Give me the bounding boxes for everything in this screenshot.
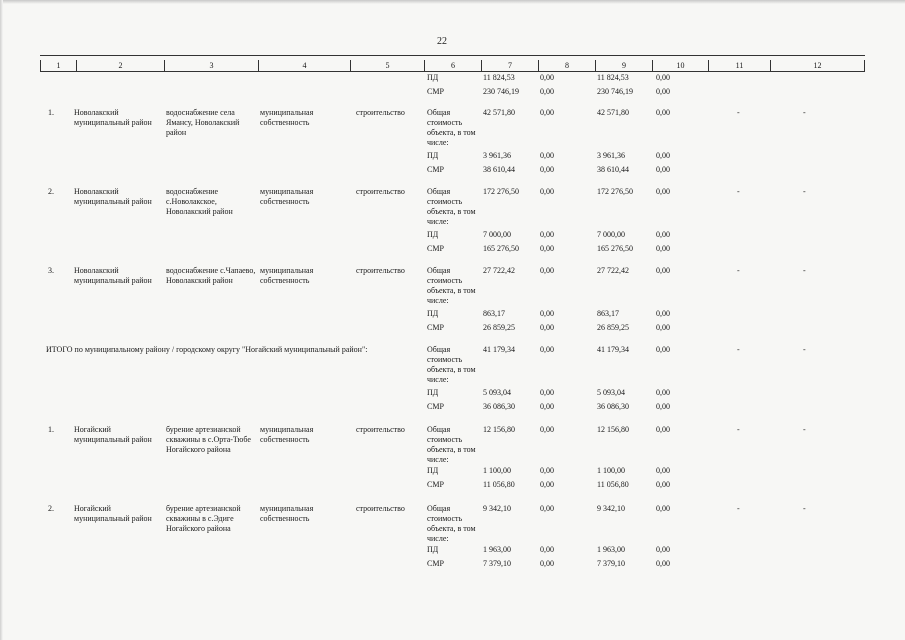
total-value: 27 722,42 <box>597 266 629 275</box>
header-col-6: 6 <box>424 60 481 71</box>
row-number: 3. <box>48 266 54 275</box>
smr-value: 26 859,25 <box>597 323 629 332</box>
total-value: 0,00 <box>656 345 670 354</box>
smr-value: 0,00 <box>540 559 554 568</box>
district: Ногайский муниципальный район <box>74 425 152 444</box>
total-value: 0,00 <box>540 108 554 117</box>
pd-label: ПД <box>427 466 439 475</box>
total-value: 12 156,80 <box>483 425 515 434</box>
smr-value: 165 276,50 <box>483 244 519 253</box>
cell-value: 0,00 <box>656 73 670 82</box>
cell-value: 230 746,19 <box>597 87 633 96</box>
smr-value: 7 379,10 <box>597 559 625 568</box>
pd-value: 0,00 <box>540 388 554 397</box>
district: Новолакский муниципальный район <box>74 108 152 127</box>
smr-label: СМР <box>427 323 444 332</box>
dash-col-12: - <box>803 345 806 354</box>
district: Ногайский муниципальный район <box>74 504 152 523</box>
pd-label: ПД <box>427 151 439 160</box>
pd-value: 0,00 <box>540 151 554 160</box>
smr-value: 0,00 <box>656 323 670 332</box>
cell-value: 0,00 <box>656 87 670 96</box>
smr-value: 0,00 <box>656 559 670 568</box>
smr-label: СМР <box>427 559 444 568</box>
smr-value: 0,00 <box>656 402 670 411</box>
total-value: 12 156,80 <box>597 425 629 434</box>
dash-col-11: - <box>737 345 740 354</box>
total-value: 27 722,42 <box>483 266 515 275</box>
total-value: 0,00 <box>656 187 670 196</box>
cell-value: 11 824,53 <box>483 73 515 82</box>
smr-value: 0,00 <box>540 480 554 489</box>
work-type: строительство <box>356 187 405 196</box>
header-col-1: 1 <box>40 60 76 71</box>
dash-col-12: - <box>803 425 806 434</box>
scan-edge <box>0 0 3 640</box>
total-label: Общая стоимость объекта, в том числе: <box>427 345 476 384</box>
pd-value: 7 000,00 <box>597 230 625 239</box>
dash-col-11: - <box>737 108 740 117</box>
total-value: 0,00 <box>540 187 554 196</box>
dash-col-11: - <box>737 425 740 434</box>
total-value: 42 571,80 <box>597 108 629 117</box>
row-number: 2. <box>48 187 54 196</box>
smr-value: 0,00 <box>540 165 554 174</box>
smr-value: 26 859,25 <box>483 323 515 332</box>
dash-col-12: - <box>803 187 806 196</box>
total-value: 0,00 <box>540 504 554 513</box>
smr-value: 0,00 <box>540 244 554 253</box>
pd-value: 3 961,36 <box>597 151 625 160</box>
pd-value: 5 093,04 <box>597 388 625 397</box>
header-col-12: 12 <box>770 60 865 71</box>
header-col-9: 9 <box>595 60 652 71</box>
row-number: 2. <box>48 504 54 513</box>
row-number: 1. <box>48 425 54 434</box>
smr-label: СМР <box>427 480 444 489</box>
smr-label: СМР <box>427 165 444 174</box>
dash-col-11: - <box>737 266 740 275</box>
header-col-11: 11 <box>708 60 770 71</box>
smr-value: 0,00 <box>540 323 554 332</box>
pd-value: 1 963,00 <box>483 545 511 554</box>
ownership: муниципальная собственность <box>260 187 314 206</box>
pd-value: 0,00 <box>656 230 670 239</box>
dash-col-11: - <box>737 504 740 513</box>
header-bottom-rule <box>40 71 865 72</box>
total-value: 41 179,34 <box>597 345 629 354</box>
work-type: строительство <box>356 425 405 434</box>
pd-value: 0,00 <box>656 466 670 475</box>
table-top-rule <box>40 55 865 56</box>
header-col-5: 5 <box>350 60 424 71</box>
total-label: Общая стоимость объекта, в том числе: <box>427 108 476 147</box>
ownership: муниципальная собственность <box>260 108 314 127</box>
ownership: муниципальная собственность <box>260 504 314 523</box>
header-col-7: 7 <box>481 60 538 71</box>
pd-value: 0,00 <box>540 545 554 554</box>
total-value: 0,00 <box>656 108 670 117</box>
total-value: 0,00 <box>656 504 670 513</box>
pd-value: 0,00 <box>656 388 670 397</box>
smr-value: 0,00 <box>540 402 554 411</box>
total-value: 0,00 <box>656 266 670 275</box>
cell-label: СМР <box>427 87 444 96</box>
total-label: Общая стоимость объекта, в том числе: <box>427 425 476 464</box>
pd-value: 863,17 <box>483 309 505 318</box>
ownership: муниципальная собственность <box>260 425 314 444</box>
pd-value: 863,17 <box>597 309 619 318</box>
dash-col-12: - <box>803 266 806 275</box>
pd-label: ПД <box>427 388 439 397</box>
smr-value: 0,00 <box>656 244 670 253</box>
pd-value: 0,00 <box>656 545 670 554</box>
cell-label: ПД <box>427 73 439 82</box>
total-value: 0,00 <box>656 425 670 434</box>
work-type: строительство <box>356 108 405 117</box>
dash-col-12: - <box>803 504 806 513</box>
pd-value: 0,00 <box>540 309 554 318</box>
cell-value: 0,00 <box>540 87 554 96</box>
smr-value: 38 610,44 <box>483 165 515 174</box>
itogo-label: ИТОГО по муниципальному району / городскому округу "Ногайский муниципальный район": <box>46 345 368 354</box>
pd-value: 1 100,00 <box>483 466 511 475</box>
pd-value: 0,00 <box>540 230 554 239</box>
district: Новолакский муниципальный район <box>74 187 152 206</box>
cell-value: 230 746,19 <box>483 87 519 96</box>
smr-value: 11 056,80 <box>483 480 515 489</box>
total-value: 9 342,10 <box>483 504 511 513</box>
scan-edge <box>0 0 905 4</box>
pd-value: 1 963,00 <box>597 545 625 554</box>
total-value: 0,00 <box>540 266 554 275</box>
pd-value: 0,00 <box>656 309 670 318</box>
pd-value: 3 961,36 <box>483 151 511 160</box>
work-type: строительство <box>356 266 405 275</box>
pd-value: 0,00 <box>540 466 554 475</box>
cell-value: 11 824,53 <box>597 73 629 82</box>
object-name: бурение артезианской скважины в с.Орта-Тюбе Ногайского района <box>166 425 251 454</box>
row-number: 1. <box>48 108 54 117</box>
header-col-3: 3 <box>164 60 258 71</box>
object-name: бурение артезианской скважины в с.Эдиге Ногайского района <box>166 504 241 533</box>
pd-label: ПД <box>427 545 439 554</box>
page-number: 22 <box>437 36 447 47</box>
dash-col-12: - <box>803 108 806 117</box>
pd-label: ПД <box>427 309 439 318</box>
header-col-2: 2 <box>76 60 164 71</box>
object-name: водоснабжение с.Новолакское, Новолакский район <box>166 187 233 216</box>
smr-label: СМР <box>427 402 444 411</box>
total-label: Общая стоимость объекта, в том числе: <box>427 504 476 543</box>
work-type: строительство <box>356 504 405 513</box>
ownership: муниципальная собственность <box>260 266 314 285</box>
smr-value: 0,00 <box>656 165 670 174</box>
total-value: 9 342,10 <box>597 504 625 513</box>
total-value: 42 571,80 <box>483 108 515 117</box>
smr-value: 165 276,50 <box>597 244 633 253</box>
pd-value: 0,00 <box>656 151 670 160</box>
pd-value: 7 000,00 <box>483 230 511 239</box>
total-label: Общая стоимость объекта, в том числе: <box>427 187 476 226</box>
total-value: 41 179,34 <box>483 345 515 354</box>
total-value: 0,00 <box>540 345 554 354</box>
smr-value: 11 056,80 <box>597 480 629 489</box>
total-label: Общая стоимость объекта, в том числе: <box>427 266 476 305</box>
object-name: водоснабжение села Ямансу, Новолакский район <box>166 108 240 137</box>
pd-label: ПД <box>427 230 439 239</box>
smr-value: 38 610,44 <box>597 165 629 174</box>
cell-value: 0,00 <box>540 73 554 82</box>
smr-value: 36 086,30 <box>597 402 629 411</box>
smr-value: 7 379,10 <box>483 559 511 568</box>
dash-col-11: - <box>737 187 740 196</box>
header-col-4: 4 <box>258 60 350 71</box>
total-value: 172 276,50 <box>483 187 519 196</box>
smr-value: 0,00 <box>656 480 670 489</box>
total-value: 0,00 <box>540 425 554 434</box>
header-col-8: 8 <box>538 60 595 71</box>
pd-value: 1 100,00 <box>597 466 625 475</box>
header-col-10: 10 <box>652 60 708 71</box>
total-value: 172 276,50 <box>597 187 633 196</box>
smr-label: СМР <box>427 244 444 253</box>
pd-value: 5 093,04 <box>483 388 511 397</box>
object-name: водоснабжение с.Чапаево, Новолакский район <box>166 266 256 285</box>
district: Новолакский муниципальный район <box>74 266 152 285</box>
smr-value: 36 086,30 <box>483 402 515 411</box>
